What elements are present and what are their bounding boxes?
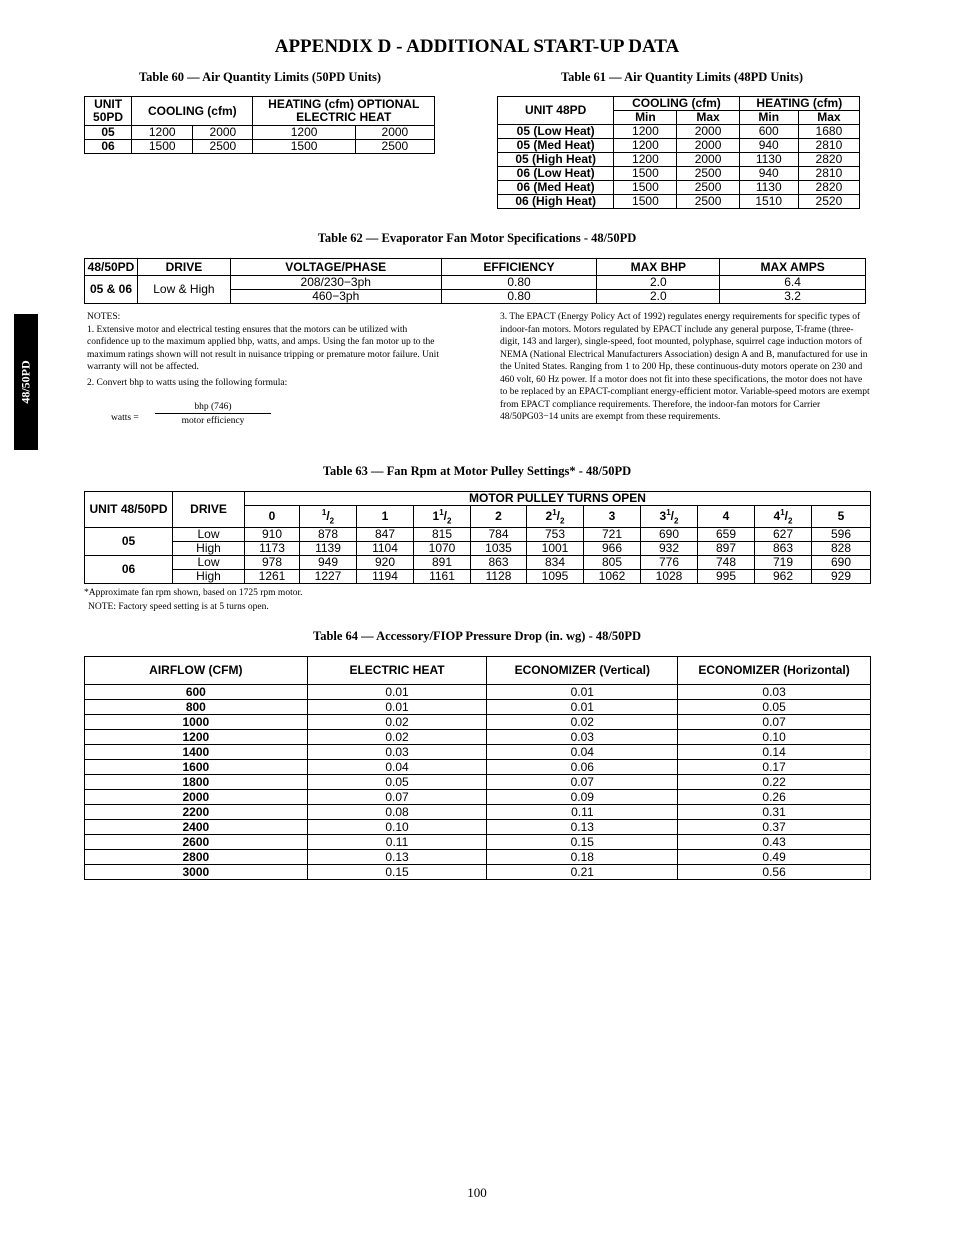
table61-cell: 600 (739, 125, 798, 139)
table63-header-drive: DRIVE (173, 492, 245, 528)
table64-cell: 0.03 (487, 730, 678, 745)
table63-footnote-1: *Approximate fan rpm shown, based on 1725 rpm motor. (84, 588, 303, 598)
table61-header-min: Min (614, 111, 677, 125)
note-2: 2. Convert bhp to watts using the following formula: (87, 377, 288, 388)
side-tab-label: 48/50PD (18, 360, 33, 404)
table61-cell: 1130 (739, 153, 798, 167)
table63-cell: 1161 (414, 570, 471, 584)
table63-cell: 1095 (527, 570, 584, 584)
table61-cell: 2500 (677, 181, 739, 195)
table63-cell: 719 (755, 556, 812, 570)
table-row (85, 556, 871, 570)
table-row (85, 775, 871, 790)
table64-airflow-cell: 800 (85, 700, 308, 715)
table63-cell: 863 (755, 542, 812, 556)
table61-cell: 940 (739, 167, 798, 181)
table60-header-heating: HEATING (cfm) OPTIONAL ELECTRIC HEAT (253, 97, 435, 126)
table64-airflow-cell: 1200 (85, 730, 308, 745)
table64-airflow-cell: 3000 (85, 865, 308, 880)
watts-label: watts = (111, 413, 139, 423)
table60-cell: 2500 (355, 140, 434, 154)
table62-caption: Table 62 — Evaporator Fan Motor Specifications - 48/50PD (317, 231, 637, 245)
table62-cell: 0.80 (441, 290, 597, 304)
table63-turns-header: $4^1/_2$ (755, 506, 812, 528)
table63-cell: 1070 (414, 542, 471, 556)
table62-cell: 3.2 (720, 290, 866, 304)
table63-drive-cell: Low (173, 528, 245, 542)
table63-cell: 828 (812, 542, 871, 556)
table63-turns-header: 2 (471, 506, 527, 528)
table62-drive: Low & High (137, 276, 230, 304)
table60-cell: 2500 (193, 140, 253, 154)
table61-cell: 1200 (614, 153, 677, 167)
table61-cell: 2820 (798, 153, 859, 167)
table63-cell: 659 (698, 528, 755, 542)
table64-airflow-cell: 1000 (85, 715, 308, 730)
table64-cell: 0.11 (487, 805, 678, 820)
table61-cell: 2000 (677, 139, 739, 153)
table63-cell: 1194 (357, 570, 414, 584)
table63-cell: 1173 (245, 542, 300, 556)
table-row (85, 140, 435, 154)
table63-cell: 891 (414, 556, 471, 570)
table64-cell: 0.05 (307, 775, 487, 790)
table63-cell: 1062 (584, 570, 641, 584)
table63-cell: 962 (755, 570, 812, 584)
table63-cell: 1035 (471, 542, 527, 556)
table-row (498, 181, 860, 195)
table60-unit-cell: 05 (85, 126, 132, 140)
table60-cell: 2000 (193, 126, 253, 140)
table64-cell: 0.04 (487, 745, 678, 760)
table64-airflow-cell: 2600 (85, 835, 308, 850)
table62-cell: 2.0 (597, 276, 720, 290)
table64-airflow-cell: 600 (85, 685, 308, 700)
table60-caption: Table 60 — Air Quantity Limits (50PD Units) (138, 70, 382, 84)
table64-airflow-cell: 1400 (85, 745, 308, 760)
table63-drive-cell: Low (173, 556, 245, 570)
table62-cell: 0.80 (441, 276, 597, 290)
table64-cell: 0.07 (307, 790, 487, 805)
table61-header-min: Min (739, 111, 798, 125)
table60-header-unit: UNIT 50PD (85, 97, 132, 126)
table63-cell: 920 (357, 556, 414, 570)
table64-cell: 0.05 (678, 700, 871, 715)
table64-cell: 0.04 (307, 760, 487, 775)
table63-turns-header: 4 (698, 506, 755, 528)
table62-header: VOLTAGE/PHASE (230, 259, 441, 276)
table64-cell: 0.01 (487, 685, 678, 700)
table63-unit-cell: 06 (85, 556, 173, 584)
table61-cell: 2520 (798, 195, 859, 209)
table63-drive-cell: High (173, 542, 245, 556)
table63-cell: 878 (300, 528, 357, 542)
table63-cell: 748 (698, 556, 755, 570)
table61-cell: 1200 (614, 139, 677, 153)
table63-cell: 966 (584, 542, 641, 556)
table64-cell: 0.10 (678, 730, 871, 745)
table63-cell: 978 (245, 556, 300, 570)
table64-cell: 0.13 (307, 850, 487, 865)
table60-cell: 1200 (132, 126, 193, 140)
table61-cell: 1200 (614, 125, 677, 139)
table63-cell: 1139 (300, 542, 357, 556)
table62 (84, 258, 866, 304)
table63-cell: 690 (812, 556, 871, 570)
table62-cell: 460−3ph (230, 290, 441, 304)
note-1: 1. Extensive motor and electrical testing ensures that the motors can be utilized with confidence up to the maximum applied bhp, watts, and amps. Using the fan motor up to the maximum ratings shown will not result in nuisance tripping or premature motor failure. Unit warranty will not be affected. (87, 324, 439, 372)
table64-cell: 0.21 (487, 865, 678, 880)
table63-cell: 995 (698, 570, 755, 584)
table61-caption: Table 61 — Air Quantity Limits (48PD Units) (560, 70, 804, 84)
table64-cell: 0.43 (678, 835, 871, 850)
table-row (85, 790, 871, 805)
table61-unit-cell: 05 (Low Heat) (498, 125, 614, 139)
formula-fraction-bar (155, 413, 271, 414)
table63-turns-header: 3 (584, 506, 641, 528)
table63-cell: 1227 (300, 570, 357, 584)
table62-unit: 05 & 06 (85, 276, 138, 304)
table63-cell: 847 (357, 528, 414, 542)
table64-cell: 0.01 (487, 700, 678, 715)
table60-cell: 1200 (253, 126, 355, 140)
table63-cell: 596 (812, 528, 871, 542)
table63-turns-header: 1 (357, 506, 414, 528)
table64-cell: 0.07 (487, 775, 678, 790)
table61-unit-cell: 06 (High Heat) (498, 195, 614, 209)
table61-header-max: Max (677, 111, 739, 125)
table63-cell: 1261 (245, 570, 300, 584)
table64-cell: 0.13 (487, 820, 678, 835)
table63-turns-header: 5 (812, 506, 871, 528)
table61-unit-cell: 06 (Med Heat) (498, 181, 614, 195)
table63-cell: 1028 (641, 570, 698, 584)
table64-cell: 0.10 (307, 820, 487, 835)
table63-cell: 1001 (527, 542, 584, 556)
table63-cell: 1128 (471, 570, 527, 584)
table61-cell: 1500 (614, 167, 677, 181)
table-row (85, 760, 871, 775)
table62-cell: 208/230−3ph (230, 276, 441, 290)
table64-cell: 0.15 (487, 835, 678, 850)
table60-header-cooling: COOLING (cfm) (132, 97, 253, 126)
table63-cell: 753 (527, 528, 584, 542)
table-row (498, 153, 860, 167)
table64-airflow-cell: 2800 (85, 850, 308, 865)
notes-left (87, 311, 443, 389)
table63-turns-header: $3^1/_2$ (641, 506, 698, 528)
table-row (498, 195, 860, 209)
table63-cell: 1104 (357, 542, 414, 556)
table63-cell: 776 (641, 556, 698, 570)
table63-turns-header: $2^1/_2$ (527, 506, 584, 528)
table-row (85, 865, 871, 880)
table64-cell: 0.01 (307, 685, 487, 700)
table61-header-heating: HEATING (cfm) (739, 97, 859, 111)
table64-cell: 0.02 (307, 715, 487, 730)
table64-header-econ-horizontal: ECONOMIZER (Horizontal) (678, 657, 871, 685)
table63-turns-header: $1^1/_2$ (414, 506, 471, 528)
table60-unit-cell: 06 (85, 140, 132, 154)
formula-numerator: bhp (746) (194, 402, 232, 412)
table64-cell: 0.11 (307, 835, 487, 850)
table64-cell: 0.03 (307, 745, 487, 760)
table63-unit-cell: 05 (85, 528, 173, 556)
table61-cell: 1510 (739, 195, 798, 209)
table61-unit-cell: 06 (Low Heat) (498, 167, 614, 181)
table61-cell: 1500 (614, 181, 677, 195)
notes-heading: NOTES: (87, 312, 121, 322)
table61 (497, 96, 860, 209)
table62-cell: 6.4 (720, 276, 866, 290)
table64-cell: 0.14 (678, 745, 871, 760)
table64-cell: 0.06 (487, 760, 678, 775)
table63-header-unit: UNIT 48/50PD (85, 492, 173, 528)
table64-airflow-cell: 1800 (85, 775, 308, 790)
table-row (85, 700, 871, 715)
table63-cell: 721 (584, 528, 641, 542)
table63-cell: 805 (584, 556, 641, 570)
table-row (85, 745, 871, 760)
table64-airflow-cell: 2000 (85, 790, 308, 805)
table64-caption: Table 64 — Accessory/FIOP Pressure Drop (in. wg) - 48/50PD (313, 629, 641, 643)
table63-cell: 949 (300, 556, 357, 570)
table60-cell: 1500 (132, 140, 193, 154)
table64-cell: 0.26 (678, 790, 871, 805)
table64-airflow-cell: 2400 (85, 820, 308, 835)
table63-cell: 929 (812, 570, 871, 584)
table-row (85, 730, 871, 745)
table-row (85, 820, 871, 835)
table-row (498, 125, 860, 139)
table61-unit-cell: 05 (High Heat) (498, 153, 614, 167)
table64-cell: 0.37 (678, 820, 871, 835)
table64 (84, 656, 871, 880)
table-row (498, 167, 860, 181)
table62-header: DRIVE (137, 259, 230, 276)
table64-cell: 0.56 (678, 865, 871, 880)
table62-header: MAX BHP (597, 259, 720, 276)
table63-cell: 910 (245, 528, 300, 542)
table63-cell: 815 (414, 528, 471, 542)
table61-header-unit: UNIT 48PD (498, 97, 614, 125)
table64-header-electric-heat: ELECTRIC HEAT (307, 657, 487, 685)
table64-cell: 0.17 (678, 760, 871, 775)
table63-footnote-2: NOTE: Factory speed setting is at 5 turns open. (88, 602, 269, 612)
table63-turns-header: $^1/_2$ (300, 506, 357, 528)
table61-header-cooling: COOLING (cfm) (614, 97, 739, 111)
table-row (85, 126, 435, 140)
table62-header: MAX AMPS (720, 259, 866, 276)
table63-header-turns: MOTOR PULLEY TURNS OPEN (245, 492, 871, 506)
table64-cell: 0.02 (307, 730, 487, 745)
table62-header: 48/50PD (85, 259, 138, 276)
table61-cell: 2820 (798, 181, 859, 195)
table63-cell: 627 (755, 528, 812, 542)
table64-header-airflow: AIRFLOW (CFM) (85, 657, 308, 685)
table64-cell: 0.01 (307, 700, 487, 715)
table63-caption: Table 63 — Fan Rpm at Motor Pulley Settings* - 48/50PD (322, 464, 632, 478)
table64-cell: 0.02 (487, 715, 678, 730)
table64-cell: 0.18 (487, 850, 678, 865)
note-3: 3. The EPACT (Energy Policy Act of 1992) regulates energy requirements for specific types of indoor-fan motors. Motors regulated by EPACT include any general purpose, T-frame (three-digit, 143 and larger), single-speed, foot mounted, polyphase, squirrel cage induction motors of NEMA (National Electrical Manufacturers Association) design A and B, manufactured for use in the United States. Ranging from 1 to 200 Hp, these continuous-duty motors operate on 230 and 460 volt, 60 Hz power. If a motor does not fit into these specifications, the motor does not have to be replaced by an EPACT-compliant energy-efficient motor. Variable-speed motors are exempt from EPACT compliance requirements. Therefore, the indoor-fan motors for Carrier 48/50PG03−14 units are exempt from these requirements. (500, 312, 870, 422)
table60-cell: 2000 (355, 126, 434, 140)
table61-cell: 1130 (739, 181, 798, 195)
table-row (85, 570, 871, 584)
table61-header-max: Max (798, 111, 859, 125)
table63-cell: 690 (641, 528, 698, 542)
table-row (85, 835, 871, 850)
table60 (84, 96, 435, 154)
table60-cell: 1500 (253, 140, 355, 154)
table61-cell: 1680 (798, 125, 859, 139)
table64-cell: 0.31 (678, 805, 871, 820)
table-row (85, 805, 871, 820)
table61-cell: 2000 (677, 153, 739, 167)
table61-cell: 2500 (677, 195, 739, 209)
table63-drive-cell: High (173, 570, 245, 584)
table63-cell: 784 (471, 528, 527, 542)
table64-airflow-cell: 1600 (85, 760, 308, 775)
table64-cell: 0.07 (678, 715, 871, 730)
table61-cell: 2810 (798, 167, 859, 181)
table-row (85, 542, 871, 556)
table64-cell: 0.09 (487, 790, 678, 805)
table-row (85, 685, 871, 700)
table61-cell: 2000 (677, 125, 739, 139)
table64-header-econ-vertical: ECONOMIZER (Vertical) (487, 657, 678, 685)
table64-cell: 0.08 (307, 805, 487, 820)
table-row (498, 139, 860, 153)
table61-cell: 1500 (614, 195, 677, 209)
formula-denominator: motor efficiency (181, 416, 245, 426)
table64-cell: 0.22 (678, 775, 871, 790)
table-row (85, 850, 871, 865)
table61-cell: 2500 (677, 167, 739, 181)
table-row (85, 715, 871, 730)
table62-header: EFFICIENCY (441, 259, 597, 276)
table63 (84, 491, 871, 584)
table61-cell: 2810 (798, 139, 859, 153)
table64-airflow-cell: 2200 (85, 805, 308, 820)
table63-cell: 834 (527, 556, 584, 570)
table63-cell: 932 (641, 542, 698, 556)
table61-unit-cell: 05 (Med Heat) (498, 139, 614, 153)
table64-cell: 0.49 (678, 850, 871, 865)
page-title: APPENDIX D - ADDITIONAL START-UP DATA (274, 36, 680, 57)
table61-cell: 940 (739, 139, 798, 153)
side-tab (14, 314, 38, 450)
table63-cell: 897 (698, 542, 755, 556)
page-number: 100 (467, 1185, 487, 1200)
table63-turns-header: 0 (245, 506, 300, 528)
table64-cell: 0.03 (678, 685, 871, 700)
table62-cell: 2.0 (597, 290, 720, 304)
table63-cell: 863 (471, 556, 527, 570)
table-row (85, 528, 871, 542)
table64-cell: 0.15 (307, 865, 487, 880)
